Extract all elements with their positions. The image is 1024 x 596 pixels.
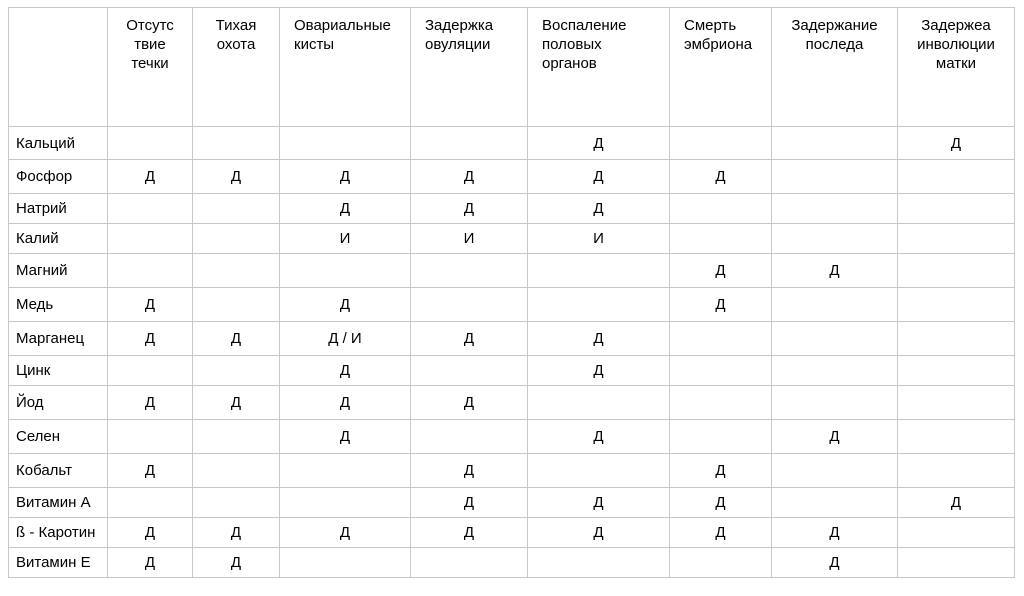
row-name-cell: Медь xyxy=(9,288,108,322)
table-cell: Д xyxy=(528,194,670,224)
table-row xyxy=(9,356,1015,386)
row-name-cell: Марганец xyxy=(9,322,108,356)
table-cell: Д xyxy=(772,254,898,288)
row-name-cell: Фосфор xyxy=(9,160,108,194)
table-cell xyxy=(108,194,193,224)
table-cell xyxy=(898,224,1015,254)
table-cell xyxy=(670,224,772,254)
table-cell: Д xyxy=(772,548,898,578)
table-cell: Д xyxy=(411,488,528,518)
table-cell xyxy=(411,288,528,322)
table-cell: Д xyxy=(528,420,670,454)
table-cell: Д xyxy=(280,160,411,194)
header-cell-delayed-involution: Задержеа инволюции матки xyxy=(898,8,1015,127)
table-cell xyxy=(193,454,280,488)
table-cell xyxy=(108,127,193,160)
table-cell xyxy=(193,488,280,518)
header-cell-no-estrus: Отсутс твие течки xyxy=(108,8,193,127)
row-name-cell: Натрий xyxy=(9,194,108,224)
table-cell xyxy=(898,386,1015,420)
table-row xyxy=(9,548,1015,578)
table-cell xyxy=(528,454,670,488)
table-cell xyxy=(898,288,1015,322)
table-cell: Д xyxy=(670,160,772,194)
header-cell-genital-inflammation: Воспаление половых органов xyxy=(528,8,670,127)
table-cell xyxy=(280,254,411,288)
table-cell xyxy=(411,127,528,160)
table-cell xyxy=(193,194,280,224)
row-name-cell: Кальций xyxy=(9,127,108,160)
table-cell xyxy=(108,420,193,454)
table-cell xyxy=(898,322,1015,356)
table-cell: Д xyxy=(193,160,280,194)
table-cell xyxy=(280,488,411,518)
table-cell xyxy=(280,548,411,578)
table-cell xyxy=(670,420,772,454)
table-cell xyxy=(772,454,898,488)
table-cell xyxy=(280,127,411,160)
table-cell xyxy=(772,322,898,356)
table-cell: Д xyxy=(898,127,1015,160)
table-row xyxy=(9,224,1015,254)
table-cell: Д xyxy=(193,322,280,356)
table-cell xyxy=(528,254,670,288)
table-cell xyxy=(772,127,898,160)
deficiency-table xyxy=(8,7,1015,578)
table-cell xyxy=(898,194,1015,224)
row-name-cell: Витамин Е xyxy=(9,548,108,578)
table-cell: Д xyxy=(528,518,670,548)
table-body xyxy=(9,127,1015,578)
table-cell: Д xyxy=(193,518,280,548)
table-cell: Д xyxy=(528,488,670,518)
table-cell: И xyxy=(411,224,528,254)
table-row xyxy=(9,160,1015,194)
table-cell xyxy=(193,356,280,386)
table-cell xyxy=(898,548,1015,578)
table-cell xyxy=(411,420,528,454)
table-cell xyxy=(898,160,1015,194)
table-cell: Д xyxy=(411,194,528,224)
table-container xyxy=(8,7,1015,578)
table-row xyxy=(9,420,1015,454)
table-cell: Д xyxy=(280,194,411,224)
table-cell: Д xyxy=(108,518,193,548)
table-cell xyxy=(772,288,898,322)
table-cell xyxy=(670,356,772,386)
table-cell: Д xyxy=(670,518,772,548)
table-cell xyxy=(898,356,1015,386)
table-cell: Д xyxy=(280,518,411,548)
row-name-cell: ß - Каротин xyxy=(9,518,108,548)
table-cell: Д xyxy=(670,288,772,322)
table-cell: Д xyxy=(528,322,670,356)
table-cell xyxy=(670,322,772,356)
table-cell: Д / И xyxy=(280,322,411,356)
table-cell: Д xyxy=(772,518,898,548)
table-row xyxy=(9,288,1015,322)
table-cell: Д xyxy=(280,420,411,454)
row-name-cell: Кобальт xyxy=(9,454,108,488)
table-row xyxy=(9,194,1015,224)
row-name-cell: Магний xyxy=(9,254,108,288)
table-row xyxy=(9,322,1015,356)
header-cell-delayed-ovulation: Задержка овуляции xyxy=(411,8,528,127)
header-row xyxy=(9,8,1015,127)
table-cell: Д xyxy=(898,488,1015,518)
table-cell: Д xyxy=(108,548,193,578)
table-cell: Д xyxy=(280,356,411,386)
table-cell: Д xyxy=(411,454,528,488)
table-cell xyxy=(670,194,772,224)
table-cell xyxy=(772,386,898,420)
table-cell: Д xyxy=(108,160,193,194)
table-row xyxy=(9,127,1015,160)
table-cell: И xyxy=(528,224,670,254)
table-cell xyxy=(670,386,772,420)
header-corner-cell xyxy=(9,8,108,127)
table-row xyxy=(9,518,1015,548)
table-cell xyxy=(898,420,1015,454)
header-cell-silent-heat: Тихая охота xyxy=(193,8,280,127)
table-cell xyxy=(193,288,280,322)
table-cell: Д xyxy=(772,420,898,454)
table-cell xyxy=(411,356,528,386)
table-cell: Д xyxy=(528,127,670,160)
table-cell xyxy=(528,548,670,578)
table-cell xyxy=(772,160,898,194)
header-cell-retained-placenta: Задержание последа xyxy=(772,8,898,127)
table-row xyxy=(9,454,1015,488)
table-cell xyxy=(108,356,193,386)
header-cell-ovarian-cysts: Овариальные кисты xyxy=(280,8,411,127)
table-cell xyxy=(108,254,193,288)
table-cell xyxy=(411,548,528,578)
table-cell xyxy=(193,127,280,160)
table-cell xyxy=(411,254,528,288)
table-cell: Д xyxy=(108,454,193,488)
table-cell xyxy=(670,548,772,578)
table-cell: Д xyxy=(280,386,411,420)
table-cell: Д xyxy=(670,254,772,288)
table-cell xyxy=(898,518,1015,548)
table-cell: Д xyxy=(670,488,772,518)
table-cell xyxy=(528,288,670,322)
table-cell xyxy=(772,488,898,518)
row-name-cell: Селен xyxy=(9,420,108,454)
table-cell: Д xyxy=(280,288,411,322)
table-cell: Д xyxy=(193,386,280,420)
table-cell xyxy=(108,224,193,254)
table-cell: Д xyxy=(108,322,193,356)
table-row xyxy=(9,254,1015,288)
table-row xyxy=(9,386,1015,420)
table-cell xyxy=(772,194,898,224)
table-cell: Д xyxy=(411,386,528,420)
table-cell: Д xyxy=(528,160,670,194)
table-cell xyxy=(108,488,193,518)
table-cell: И xyxy=(280,224,411,254)
table-row xyxy=(9,488,1015,518)
table-cell xyxy=(670,127,772,160)
table-cell xyxy=(193,254,280,288)
table-cell xyxy=(772,356,898,386)
row-name-cell: Калий xyxy=(9,224,108,254)
table-cell: Д xyxy=(193,548,280,578)
table-cell xyxy=(193,420,280,454)
table-cell xyxy=(528,386,670,420)
table-cell: Д xyxy=(411,322,528,356)
table-cell: Д xyxy=(411,160,528,194)
table-cell: Д xyxy=(528,356,670,386)
table-cell xyxy=(772,224,898,254)
table-cell xyxy=(898,454,1015,488)
row-name-cell: Витамин А xyxy=(9,488,108,518)
table-cell: Д xyxy=(411,518,528,548)
table-cell xyxy=(193,224,280,254)
table-cell xyxy=(898,254,1015,288)
table-cell: Д xyxy=(670,454,772,488)
table-cell: Д xyxy=(108,288,193,322)
header-cell-embryo-death: Смерть эмбриона xyxy=(670,8,772,127)
row-name-cell: Цинк xyxy=(9,356,108,386)
row-name-cell: Йод xyxy=(9,386,108,420)
table-cell xyxy=(280,454,411,488)
table-cell: Д xyxy=(108,386,193,420)
